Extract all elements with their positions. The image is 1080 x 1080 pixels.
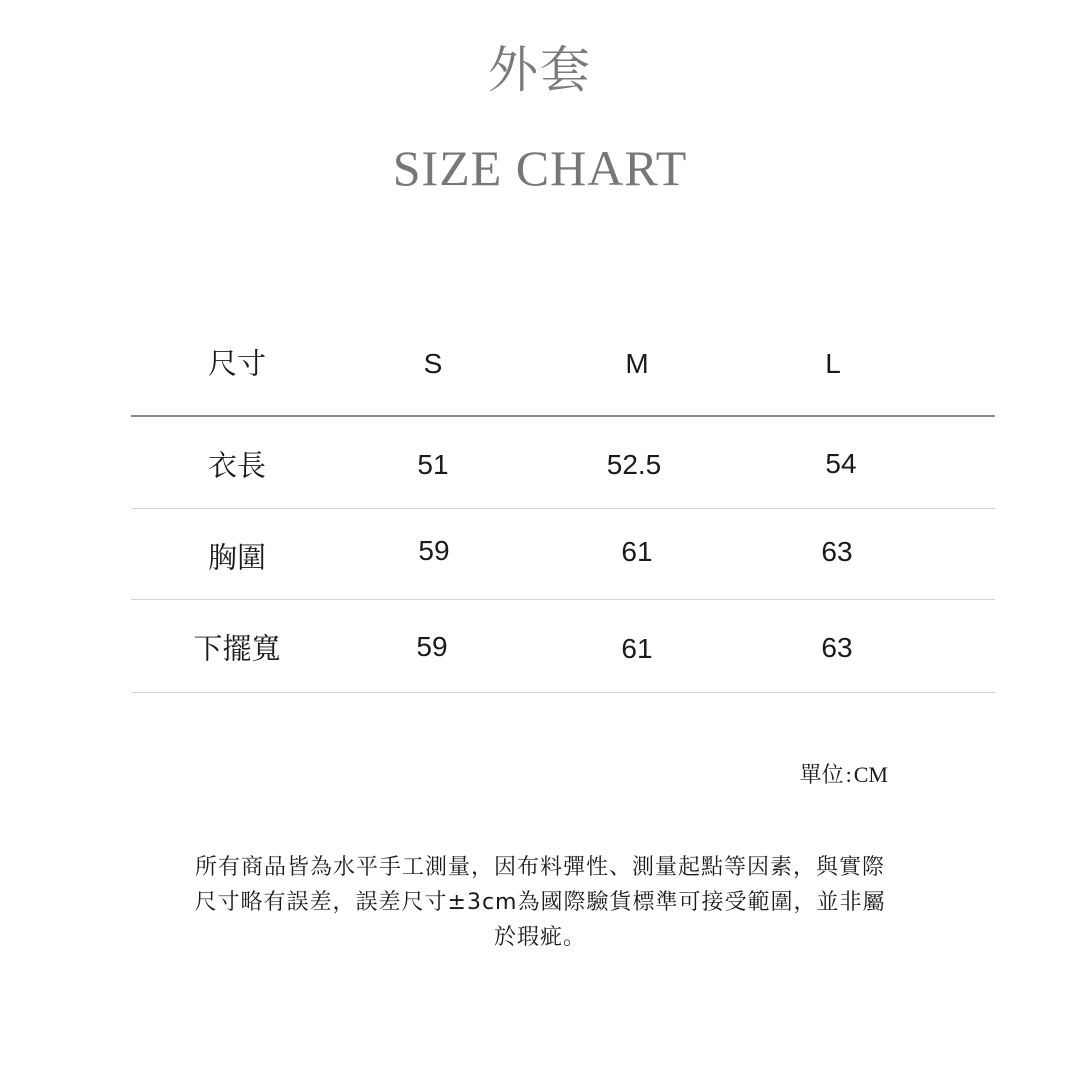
unit-note	[800, 758, 888, 789]
column-header-s: S	[423, 348, 443, 379]
row-label-hem-width: 下擺寬	[193, 631, 281, 666]
table-cell: 63	[821, 632, 853, 663]
page-title-chinese: 外套	[488, 41, 592, 99]
page-title-english: SIZE CHART	[392, 140, 688, 196]
table-cell: 59	[418, 535, 450, 566]
table-cell: 61	[621, 536, 653, 567]
row-divider	[131, 599, 995, 600]
table-cell: 51	[417, 449, 449, 480]
row-label-chest: 胸圍	[207, 540, 267, 575]
disclaimer-line: 於瑕疵。	[493, 925, 586, 950]
column-header-size: 尺寸	[207, 346, 267, 381]
disclaimer-line: 尺寸略有誤差，誤差尺寸±3cm為國際驗貨標準可接受範圍，並非屬	[194, 890, 886, 915]
table-cell: 54	[825, 448, 857, 479]
column-header-m: M	[625, 348, 649, 379]
table-cell: 61	[621, 633, 653, 664]
header-divider	[131, 415, 995, 417]
unit-separator: :	[845, 762, 852, 787]
table-cell: 52.5	[606, 449, 662, 480]
column-header-l: L	[825, 348, 841, 379]
unit-value: CM	[853, 762, 888, 787]
row-divider	[131, 692, 995, 693]
measurement-disclaimer	[150, 850, 930, 955]
disclaimer-line: 所有商品皆為水平手工測量，因布料彈性、測量起點等因素，與實際	[194, 855, 885, 880]
table-cell: 59	[416, 631, 448, 662]
row-divider	[131, 508, 995, 509]
row-label-length: 衣長	[207, 448, 267, 483]
unit-label: 單位	[799, 763, 844, 788]
table-cell: 63	[821, 536, 853, 567]
